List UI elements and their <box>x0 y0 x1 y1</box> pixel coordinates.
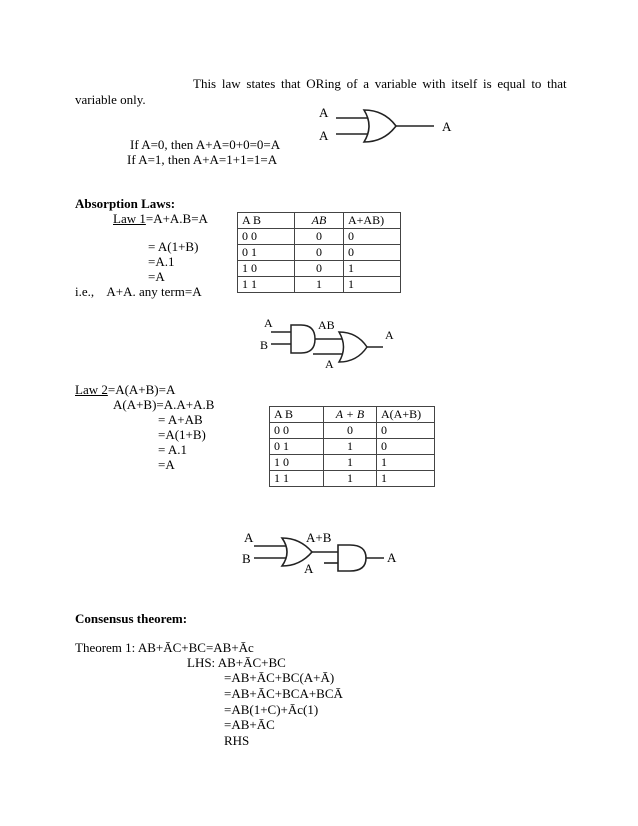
gate1-input-a-top: A <box>319 105 329 120</box>
table-cell: 0 <box>295 261 344 277</box>
law1-label: Law 1 <box>113 211 146 226</box>
absorption-heading: Absorption Laws: <box>75 196 176 211</box>
table-cell: 0 1 <box>270 439 324 455</box>
table-cell: 1 <box>377 471 435 487</box>
gate2-input-a: A <box>264 316 273 330</box>
table-row <box>270 455 435 471</box>
table-cell: 1 1 <box>270 471 324 487</box>
truth-table-law2 <box>269 406 435 487</box>
table-cell: 0 <box>324 423 377 439</box>
law2-expansion: A(A+B)=A.A+A.B <box>113 397 215 412</box>
gate3-output-a: A <box>387 550 397 565</box>
gate1-output-a: A <box>442 119 452 134</box>
law1-conclusion: i.e., A+A. any term=A <box>75 284 202 299</box>
table-cell: 0 <box>377 439 435 455</box>
gate2-input-b: B <box>260 338 269 352</box>
consensus-heading: Consensus theorem: <box>75 611 188 626</box>
intro-line-1: This law states that ORing of a variable with itself is equal to that <box>193 76 567 91</box>
law1-statement: =A+A.B=A <box>145 211 208 226</box>
consensus-rhs: RHS <box>224 733 250 748</box>
truth-table-law1 <box>237 212 401 293</box>
table-cell: 0 0 <box>270 423 324 439</box>
or-and-gate-diagram-law2 <box>238 525 408 583</box>
law2-step-1: = A+AB <box>158 412 203 427</box>
table-cell: 1 <box>324 439 377 455</box>
table-row <box>270 471 435 487</box>
table-cell: 0 1 <box>238 245 295 261</box>
table-header: A + B <box>324 407 377 423</box>
law1-step-2: =A.1 <box>148 254 175 269</box>
law2-label: Law 2 <box>75 382 108 397</box>
gate2-label-ab: AB <box>318 318 335 332</box>
table-row <box>238 277 401 293</box>
and-or-gate-diagram-law1 <box>255 312 400 370</box>
table-header: A+AB) <box>344 213 401 229</box>
gate2-output-a: A <box>385 328 394 342</box>
table-row <box>270 423 435 439</box>
gate3-label-apb: A+B <box>306 530 332 545</box>
equation-a-zero: If A=0, then A+A=0+0=0=A <box>130 137 281 152</box>
gate3-label-a: A <box>304 561 314 576</box>
table-header: A(A+B) <box>377 407 435 423</box>
table-cell: 0 <box>377 423 435 439</box>
law2-line <box>75 382 175 397</box>
law1-step-3: =A <box>148 269 165 284</box>
table-row <box>238 245 401 261</box>
intro-line-2: variable only. <box>75 92 146 107</box>
table-header: A B <box>270 407 324 423</box>
gate3-input-b: B <box>242 551 251 566</box>
table-cell: 1 0 <box>238 261 295 277</box>
table-cell: 0 <box>344 245 401 261</box>
table-cell: 0 0 <box>238 229 295 245</box>
table-cell: 1 <box>324 455 377 471</box>
gate2-label-a: A <box>325 357 334 370</box>
consensus-theorem-1: Theorem 1: AB+ĀC+BC=AB+Āc <box>75 640 254 655</box>
table-cell: 1 0 <box>270 455 324 471</box>
or-gate-diagram-1 <box>312 100 462 150</box>
law2-step-2: =A(1+B) <box>158 427 206 442</box>
table-cell: 1 <box>377 455 435 471</box>
consensus-step-1: =AB+ĀC+BC(A+Ā) <box>224 670 335 685</box>
table-cell: 0 <box>295 229 344 245</box>
equation-a-one: If A=1, then A+A=1+1=1=A <box>127 152 278 167</box>
consensus-step-3: =AB(1+C)+Āc(1) <box>224 702 319 717</box>
gate3-input-a: A <box>244 530 254 545</box>
table-row <box>238 213 401 229</box>
table-cell: 1 <box>344 261 401 277</box>
gate1-input-a-bottom: A <box>319 128 329 143</box>
consensus-lhs: LHS: AB+ĀC+BC <box>187 655 286 670</box>
table-cell: 0 <box>344 229 401 245</box>
table-row <box>238 229 401 245</box>
consensus-step-2: =AB+ĀC+BCA+BCĀ <box>224 686 343 701</box>
table-header: AB <box>295 213 344 229</box>
law2-step-4: =A <box>158 457 175 472</box>
law1-line <box>113 211 208 226</box>
law1-step-1: = A(1+B) <box>148 239 199 254</box>
table-row <box>270 407 435 423</box>
table-cell: 0 <box>295 245 344 261</box>
table-cell: 1 1 <box>238 277 295 293</box>
table-row <box>270 439 435 455</box>
table-cell: 1 <box>295 277 344 293</box>
law2-statement: =A(A+B)=A <box>107 382 176 397</box>
table-cell: 1 <box>344 277 401 293</box>
table-cell: 1 <box>324 471 377 487</box>
consensus-step-4: =AB+ĀC <box>224 717 275 732</box>
law2-step-3: = A.1 <box>158 442 188 457</box>
table-header: A B <box>238 213 295 229</box>
table-row <box>238 261 401 277</box>
